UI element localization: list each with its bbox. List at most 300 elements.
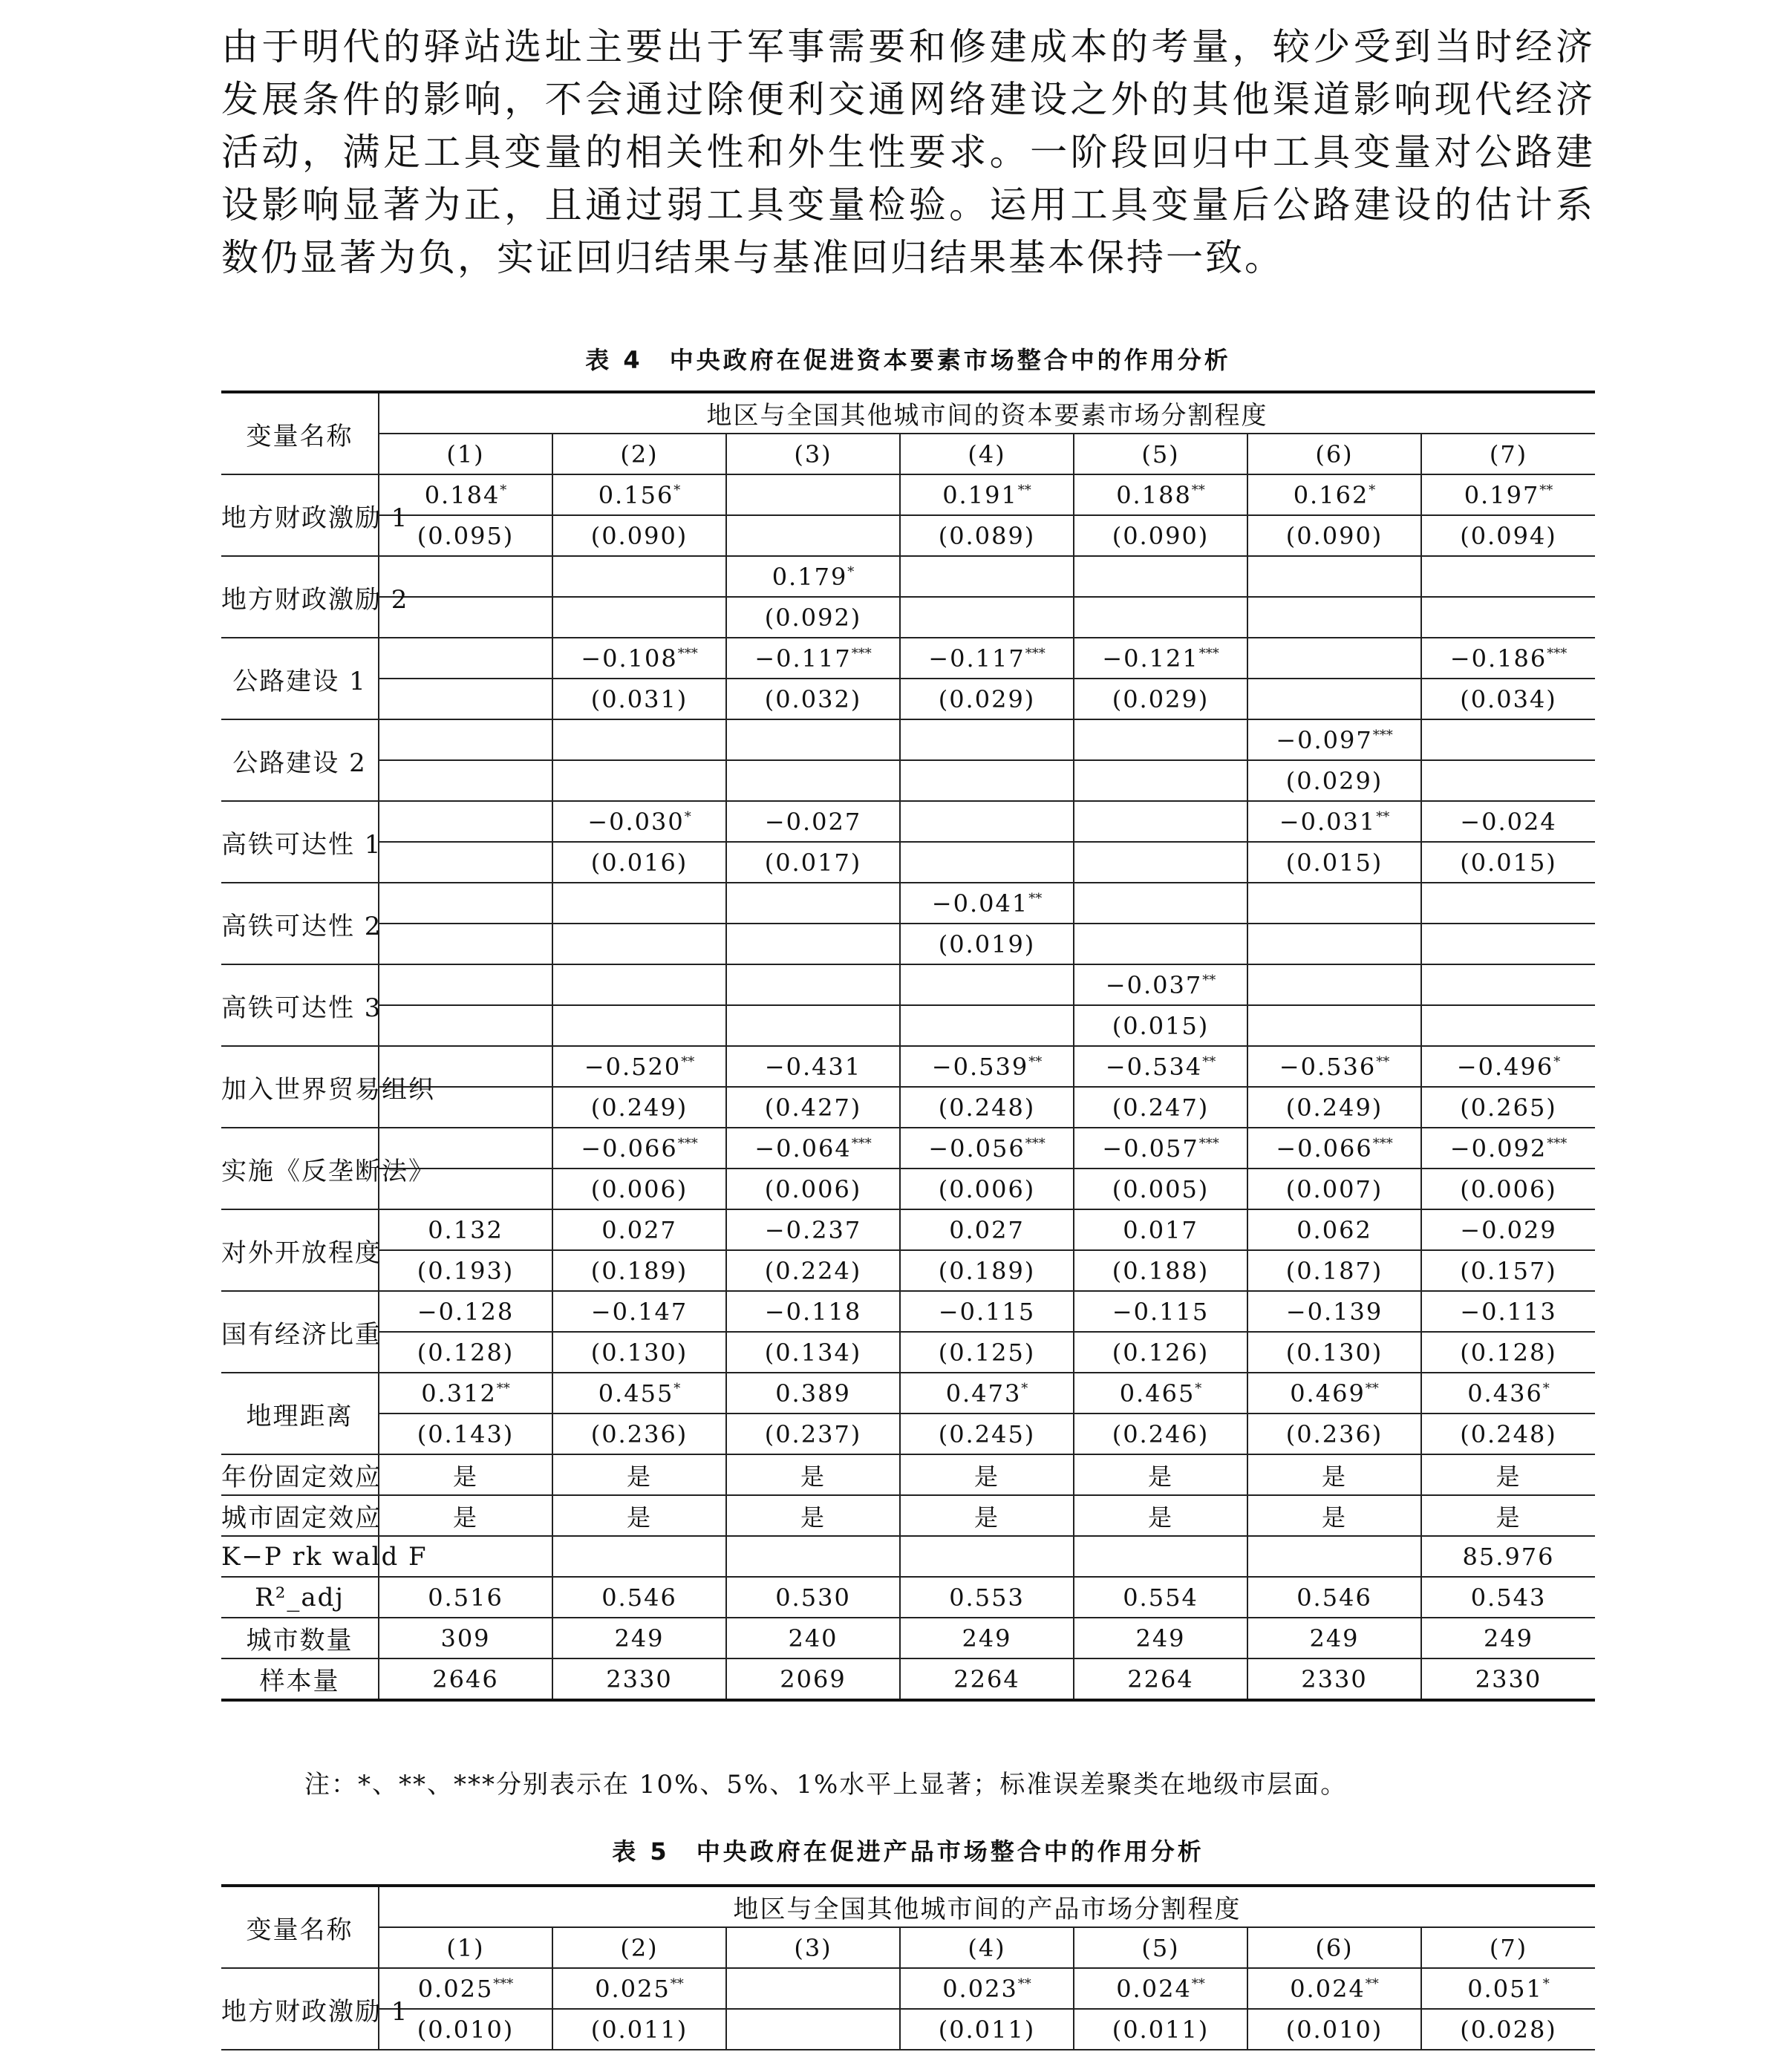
- stat-value: 0.554: [1074, 1577, 1247, 1618]
- coef-value: −0.092: [1449, 1134, 1547, 1163]
- se-cell: (0.028): [1421, 2009, 1595, 2050]
- se-cell: [379, 679, 552, 719]
- coef-row: [221, 474, 1595, 515]
- coef-value: 0.191: [942, 480, 1018, 509]
- coef-value: −0.139: [1285, 1297, 1383, 1326]
- se-cell: (0.134): [726, 1332, 900, 1373]
- coef-value: −0.117: [928, 644, 1025, 673]
- coef-cell: [552, 1373, 726, 1414]
- column-number-row: [221, 434, 1595, 474]
- se-cell: (0.010): [1247, 2009, 1421, 2050]
- table4: [221, 390, 1595, 1702]
- stat-value: 2330: [1247, 1658, 1421, 1700]
- coef-value: −0.431: [764, 1052, 862, 1081]
- se-cell: (0.015): [1074, 1005, 1247, 1046]
- coef-value: 0.184: [424, 480, 500, 509]
- significance-stars: **: [1028, 1053, 1043, 1070]
- stat-value: 是: [379, 1454, 552, 1495]
- stat-value: 2069: [726, 1658, 900, 1700]
- coef-cell: [1074, 1046, 1247, 1087]
- stat-value: 0.546: [552, 1577, 726, 1618]
- stat-name: 样本量: [221, 1658, 379, 1700]
- stat-row: [221, 1495, 1595, 1536]
- coef-value: −0.118: [764, 1297, 862, 1326]
- coef-cell: [1247, 883, 1421, 924]
- se-cell: (0.143): [379, 1414, 552, 1454]
- coef-cell: [379, 638, 552, 679]
- coef-value: −0.147: [590, 1297, 688, 1326]
- significance-stars: ***: [1372, 727, 1393, 743]
- coef-value: −0.037: [1105, 970, 1203, 999]
- header-row: [221, 1886, 1595, 1927]
- se-cell: (0.237): [726, 1414, 900, 1454]
- se-cell: (0.189): [552, 1250, 726, 1291]
- se-cell: (0.006): [552, 1169, 726, 1209]
- coef-value: 0.132: [428, 1215, 503, 1244]
- coef-cell: [1421, 638, 1595, 679]
- stat-value: 249: [1421, 1618, 1595, 1658]
- se-cell: (0.010): [379, 2009, 552, 2050]
- se-cell: (0.029): [1247, 760, 1421, 801]
- stat-value: 2264: [900, 1658, 1074, 1700]
- coef-cell: [900, 964, 1074, 1005]
- se-cell: (0.090): [1074, 515, 1247, 556]
- variable-name: 高铁可达性 2: [221, 883, 379, 964]
- coef-cell: [1247, 474, 1421, 515]
- se-cell: (0.427): [726, 1087, 900, 1128]
- se-cell: (0.249): [1247, 1087, 1421, 1128]
- coef-cell: [379, 801, 552, 842]
- coef-cell: [379, 1291, 552, 1332]
- coef-value: 0.188: [1116, 480, 1192, 509]
- coef-row: [221, 1291, 1595, 1332]
- stat-name: 城市数量: [221, 1618, 379, 1658]
- coef-row: [221, 883, 1595, 924]
- se-cell: (0.089): [900, 515, 1074, 556]
- coef-value: −0.186: [1449, 644, 1547, 673]
- coef-cell: [1421, 1291, 1595, 1332]
- coef-cell: [1247, 1373, 1421, 1414]
- significance-stars: ***: [1198, 645, 1219, 661]
- significance-stars: ***: [1372, 1135, 1393, 1151]
- coef-value: −0.030: [587, 807, 685, 836]
- coef-cell: [726, 1128, 900, 1169]
- se-cell: [1247, 1005, 1421, 1046]
- coef-cell: [1247, 1968, 1421, 2009]
- se-row: [221, 924, 1595, 964]
- se-cell: [379, 760, 552, 801]
- significance-stars: *: [1195, 1380, 1202, 1396]
- significance-stars: **: [1191, 482, 1205, 498]
- coef-row: [221, 1128, 1595, 1169]
- se-cell: (0.188): [1074, 1250, 1247, 1291]
- se-cell: [1421, 924, 1595, 964]
- column-number: (6): [1247, 1927, 1421, 1968]
- coef-cell: [1247, 1046, 1421, 1087]
- stat-row: [221, 1454, 1595, 1495]
- significance-stars: ***: [677, 1135, 698, 1151]
- coef-cell: [1247, 638, 1421, 679]
- stat-value: 0.543: [1421, 1577, 1595, 1618]
- significance-stars: *: [1369, 482, 1376, 498]
- coef-value: −0.113: [1460, 1297, 1557, 1326]
- stat-value: 是: [379, 1495, 552, 1536]
- se-cell: [1074, 597, 1247, 638]
- significance-stars: *: [500, 482, 507, 498]
- stat-value: [900, 1536, 1074, 1577]
- stat-value: 是: [552, 1454, 726, 1495]
- coef-cell: [1074, 638, 1247, 679]
- column-number: (3): [726, 434, 900, 474]
- coef-row: [221, 1373, 1595, 1414]
- coef-cell: [552, 1291, 726, 1332]
- stat-value: 249: [552, 1618, 726, 1658]
- coef-cell: [900, 1373, 1074, 1414]
- stat-value: [1074, 1536, 1247, 1577]
- significance-stars: **: [1539, 482, 1553, 498]
- se-cell: (0.031): [552, 679, 726, 719]
- column-number: (7): [1421, 434, 1595, 474]
- stat-value: 0.516: [379, 1577, 552, 1618]
- se-cell: (0.011): [900, 2009, 1074, 2050]
- se-row: [221, 1414, 1595, 1454]
- variable-name: 地方财政激励 2: [221, 556, 379, 638]
- se-cell: (0.092): [726, 597, 900, 638]
- se-cell: (0.015): [1247, 842, 1421, 883]
- group-header: 地区与全国其他城市间的资本要素市场分割程度: [379, 392, 1595, 434]
- significance-stars: **: [1202, 1053, 1216, 1070]
- coef-row: [221, 1209, 1595, 1250]
- se-cell: (0.005): [1074, 1169, 1247, 1209]
- se-cell: [1074, 760, 1247, 801]
- stat-value: 240: [726, 1618, 900, 1658]
- significance-stars: **: [670, 1975, 684, 1992]
- coef-cell: [1247, 964, 1421, 1005]
- coef-value: 0.025: [417, 1974, 494, 2003]
- stat-value: 2264: [1074, 1658, 1247, 1700]
- coef-cell: [1421, 1373, 1595, 1414]
- coef-value: −0.108: [581, 644, 678, 673]
- coef-row: [221, 1046, 1595, 1087]
- se-cell: (0.007): [1247, 1169, 1421, 1209]
- coef-cell: [1247, 1128, 1421, 1169]
- se-cell: (0.249): [552, 1087, 726, 1128]
- coef-cell: [726, 638, 900, 679]
- body-paragraph: 由于明代的驿站选址主要出于军事需要和修建成本的考量，较少受到当时经济发展条件的影响，不会通过除便利交通网络建设之外的其他渠道影响现代经济活动，满足工具变量的相关性和外生性要求。一阶段回归中工具变量对公路建设影响显著为正，且通过弱工具变量检验。运用工具变量后公路建设的估计系数仍显著为负，实证回归结果与基准回归结果基本保持一致。: [221, 25, 1595, 279]
- coef-cell: [379, 964, 552, 1005]
- variable-name: 对外开放程度: [221, 1209, 379, 1291]
- se-cell: [900, 597, 1074, 638]
- significance-stars: ***: [1547, 1135, 1568, 1151]
- coef-value: −0.520: [584, 1052, 682, 1081]
- stat-value: 是: [726, 1495, 900, 1536]
- coef-value: −0.237: [764, 1215, 862, 1244]
- se-cell: [379, 1005, 552, 1046]
- coef-value: −0.115: [1112, 1297, 1210, 1326]
- stat-value: 是: [552, 1495, 726, 1536]
- header-row: [221, 392, 1595, 434]
- se-cell: (0.029): [900, 679, 1074, 719]
- stat-row: [221, 1577, 1595, 1618]
- coef-value: 0.312: [421, 1379, 497, 1408]
- se-cell: [1247, 597, 1421, 638]
- stat-name: 年份固定效应: [221, 1454, 379, 1495]
- se-cell: (0.236): [552, 1414, 726, 1454]
- significance-stars: **: [1365, 1380, 1379, 1396]
- coef-cell: [1247, 556, 1421, 597]
- se-cell: [1074, 842, 1247, 883]
- coef-cell: [900, 638, 1074, 679]
- coef-cell: [552, 474, 726, 515]
- stat-row: [221, 1618, 1595, 1658]
- coef-value: 0.027: [949, 1215, 1025, 1244]
- coef-value: −0.496: [1456, 1052, 1554, 1081]
- se-cell: [1421, 597, 1595, 638]
- coef-value: −0.097: [1276, 725, 1373, 754]
- variable-name: 地方财政激励 1: [221, 1968, 379, 2050]
- stat-value: 249: [1074, 1618, 1247, 1658]
- coef-cell: [552, 801, 726, 842]
- se-cell: (0.015): [1421, 842, 1595, 883]
- coef-value: 0.473: [945, 1379, 1022, 1408]
- variable-name: 加入世界贸易组织: [221, 1046, 379, 1128]
- coef-cell: [379, 883, 552, 924]
- stat-name: R²_adj: [221, 1577, 379, 1618]
- se-cell: (0.090): [1247, 515, 1421, 556]
- se-cell: [1074, 924, 1247, 964]
- se-cell: (0.128): [379, 1332, 552, 1373]
- coef-cell: [726, 801, 900, 842]
- se-cell: (0.130): [552, 1332, 726, 1373]
- coef-value: 0.465: [1119, 1379, 1195, 1408]
- coef-cell: [1074, 556, 1247, 597]
- se-cell: [1421, 760, 1595, 801]
- se-cell: [900, 842, 1074, 883]
- column-number: (7): [1421, 1927, 1595, 1968]
- se-cell: (0.126): [1074, 1332, 1247, 1373]
- coef-row: [221, 556, 1595, 597]
- significance-stars: *: [673, 1380, 681, 1396]
- significance-stars: **: [496, 1380, 510, 1396]
- coef-cell: [726, 719, 900, 760]
- column-number: (6): [1247, 434, 1421, 474]
- se-cell: (0.187): [1247, 1250, 1421, 1291]
- se-cell: [552, 1005, 726, 1046]
- se-row: [221, 597, 1595, 638]
- se-cell: (0.006): [900, 1169, 1074, 1209]
- coef-value: −0.024: [1460, 807, 1557, 836]
- coef-value: 0.024: [1116, 1974, 1192, 2003]
- se-cell: (0.247): [1074, 1087, 1247, 1128]
- significance-stars: *: [1021, 1380, 1028, 1396]
- coef-cell: [1074, 801, 1247, 842]
- coef-cell: [1421, 801, 1595, 842]
- coef-value: 0.156: [598, 480, 674, 509]
- se-row: [221, 515, 1595, 556]
- coef-value: 0.162: [1293, 480, 1369, 509]
- coef-value: −0.117: [754, 644, 852, 673]
- stat-row: [221, 1536, 1595, 1577]
- coef-cell: [726, 964, 900, 1005]
- coef-cell: [1074, 1291, 1247, 1332]
- coef-cell: [1421, 1046, 1595, 1087]
- variable-name: 公路建设 1: [221, 638, 379, 719]
- stat-value: 是: [1421, 1454, 1595, 1495]
- coef-cell: [1074, 1373, 1247, 1414]
- se-row: [221, 679, 1595, 719]
- se-cell: (0.189): [900, 1250, 1074, 1291]
- variable-name: 公路建设 2: [221, 719, 379, 801]
- stat-value: 2646: [379, 1658, 552, 1700]
- coef-cell: [900, 556, 1074, 597]
- stat-value: 85.976: [1421, 1536, 1595, 1577]
- coef-cell: [1421, 964, 1595, 1005]
- column-number: (5): [1074, 1927, 1247, 1968]
- column-number: (1): [379, 434, 552, 474]
- column-number: (2): [552, 434, 726, 474]
- coef-value: 0.436: [1467, 1379, 1543, 1408]
- significance-stars: **: [1202, 972, 1216, 988]
- coef-row: [221, 1968, 1595, 2009]
- variable-name: 地理距离: [221, 1373, 379, 1454]
- coef-cell: [726, 883, 900, 924]
- se-cell: [726, 924, 900, 964]
- coef-cell: [900, 883, 1074, 924]
- coef-cell: [552, 719, 726, 760]
- coef-value: 0.051: [1467, 1974, 1543, 2003]
- coef-cell: [379, 1209, 552, 1250]
- se-cell: (0.236): [1247, 1414, 1421, 1454]
- se-cell: (0.034): [1421, 679, 1595, 719]
- coef-cell: [1074, 719, 1247, 760]
- coef-cell: [379, 1373, 552, 1414]
- variable-name: 高铁可达性 1: [221, 801, 379, 883]
- se-cell: [1247, 924, 1421, 964]
- coef-cell: [900, 474, 1074, 515]
- stat-value: 是: [1074, 1495, 1247, 1536]
- table4-caption: 表 4 中央政府在促进资本要素市场整合中的作用分析: [585, 346, 1231, 374]
- se-cell: (0.157): [1421, 1250, 1595, 1291]
- coef-cell: [1074, 883, 1247, 924]
- se-cell: [726, 515, 900, 556]
- se-cell: (0.011): [552, 2009, 726, 2050]
- se-cell: [900, 1005, 1074, 1046]
- significance-stars: *: [1553, 1053, 1561, 1070]
- variable-name: 实施《反垄断法》: [221, 1128, 379, 1209]
- significance-stars: *: [847, 563, 855, 580]
- se-cell: (0.090): [552, 515, 726, 556]
- coef-value: −0.534: [1105, 1052, 1203, 1081]
- significance-stars: *: [684, 808, 691, 825]
- se-cell: (0.246): [1074, 1414, 1247, 1454]
- coef-value: 0.469: [1290, 1379, 1366, 1408]
- coef-cell: [1247, 719, 1421, 760]
- significance-stars: ***: [493, 1975, 514, 1992]
- se-cell: [726, 2009, 900, 2050]
- coef-cell: [552, 1209, 726, 1250]
- variable-name: 高铁可达性 3: [221, 964, 379, 1046]
- se-cell: [726, 760, 900, 801]
- stat-value: 是: [900, 1495, 1074, 1536]
- coef-cell: [1074, 1128, 1247, 1169]
- variable-name: 国有经济比重: [221, 1291, 379, 1373]
- coef-value: 0.179: [772, 562, 848, 591]
- varname-header: 变量名称: [221, 1886, 379, 1968]
- column-number-row: [221, 1927, 1595, 1968]
- significance-stars: ***: [851, 1135, 872, 1151]
- significance-stars: ***: [851, 645, 872, 661]
- stat-name: K−P rk wald F: [221, 1536, 379, 1577]
- coef-value: −0.128: [417, 1297, 515, 1326]
- coef-cell: [1421, 474, 1595, 515]
- se-cell: (0.019): [900, 924, 1074, 964]
- se-cell: (0.265): [1421, 1087, 1595, 1128]
- coef-cell: [1247, 1209, 1421, 1250]
- table4-note: 注：*、**、***分别表示在 10%、5%、1%水平上显著；标准误差聚类在地级市层面。: [304, 1770, 1348, 1800]
- coef-cell: [726, 474, 900, 515]
- coef-row: [221, 638, 1595, 679]
- coef-value: 0.025: [595, 1974, 671, 2003]
- coef-cell: [726, 1968, 900, 2009]
- stat-value: 0.546: [1247, 1577, 1421, 1618]
- coef-cell: [900, 1209, 1074, 1250]
- significance-stars: ***: [1198, 1135, 1219, 1151]
- variable-name: 地方财政激励 1: [221, 474, 379, 556]
- coef-cell: [726, 1373, 900, 1414]
- column-number: (4): [900, 434, 1074, 474]
- se-cell: (0.011): [1074, 2009, 1247, 2050]
- se-row: [221, 2009, 1595, 2050]
- coef-row: [221, 964, 1595, 1005]
- coef-cell: [1421, 1968, 1595, 2009]
- coef-cell: [726, 556, 900, 597]
- significance-stars: **: [1376, 808, 1390, 825]
- coef-cell: [1074, 1968, 1247, 2009]
- se-row: [221, 842, 1595, 883]
- significance-stars: **: [1017, 482, 1031, 498]
- significance-stars: **: [1191, 1975, 1205, 1992]
- group-header: 地区与全国其他城市间的产品市场分割程度: [379, 1886, 1595, 1927]
- coef-cell: [1074, 1209, 1247, 1250]
- significance-stars: **: [1376, 1053, 1390, 1070]
- coef-cell: [1421, 883, 1595, 924]
- se-cell: (0.224): [726, 1250, 900, 1291]
- se-row: [221, 1332, 1595, 1373]
- stat-value: 是: [726, 1454, 900, 1495]
- coef-value: 0.455: [598, 1379, 674, 1408]
- se-cell: [552, 760, 726, 801]
- coef-value: 0.027: [601, 1215, 677, 1244]
- se-cell: (0.245): [900, 1414, 1074, 1454]
- se-cell: [552, 597, 726, 638]
- coef-value: −0.041: [931, 889, 1029, 918]
- coef-cell: [552, 1968, 726, 2009]
- significance-stars: **: [681, 1053, 695, 1070]
- coef-cell: [552, 1046, 726, 1087]
- se-row: [221, 1250, 1595, 1291]
- significance-stars: ***: [1025, 1135, 1046, 1151]
- stat-value: 是: [1247, 1495, 1421, 1536]
- se-cell: (0.016): [552, 842, 726, 883]
- coef-value: 0.023: [942, 1974, 1018, 2003]
- se-cell: (0.095): [379, 515, 552, 556]
- coef-cell: [552, 964, 726, 1005]
- coef-cell: [1421, 1128, 1595, 1169]
- se-cell: (0.248): [900, 1087, 1074, 1128]
- se-cell: (0.128): [1421, 1332, 1595, 1373]
- coef-cell: [900, 1046, 1074, 1087]
- significance-stars: *: [673, 482, 681, 498]
